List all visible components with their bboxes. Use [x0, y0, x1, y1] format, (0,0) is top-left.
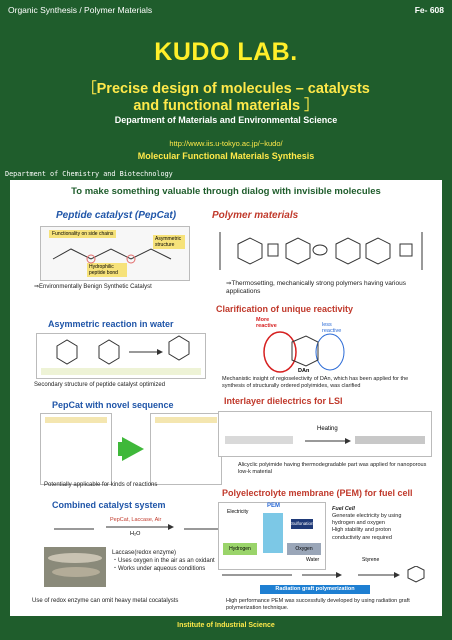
laccase-note-1: Laccase(redox enzyme)	[112, 550, 177, 556]
more-reactive-label: More reactive	[256, 317, 277, 329]
asym-caption: Secondary structure of peptide catalyst optimized	[34, 382, 166, 388]
asym-reaction-scheme	[36, 333, 206, 379]
poster-code: Fe- 608	[414, 5, 444, 15]
pepcat-title: Peptide catalyst (PepCat)	[56, 210, 177, 221]
polymer-structure	[216, 226, 430, 276]
fungus-cap-top	[48, 553, 102, 563]
fungus-cap-bottom	[52, 567, 100, 577]
fuel-cell-notes	[332, 506, 432, 542]
combined-title: Combined catalyst system	[52, 500, 166, 510]
combined-scheme	[34, 515, 224, 545]
fuel-cell-note-3: High stability and proton	[332, 527, 392, 534]
fuel-cell-note-4: conductivity are required	[332, 534, 392, 541]
label-oxygen: Oxygen	[287, 543, 321, 555]
heating-arrow-icon	[303, 436, 353, 446]
green-arrow-shaft	[118, 442, 126, 456]
sequence-label-after	[155, 417, 217, 423]
sub-department: Department of Chemistry and Biotechnology	[5, 170, 173, 178]
top-bar	[0, 0, 452, 20]
fuel-cell-note-1: Generate electricity by using	[332, 513, 402, 520]
content-panel	[10, 180, 442, 616]
combined-reagents: PepCat, Laccase, Air	[110, 517, 162, 523]
pem-membrane	[263, 513, 283, 553]
header	[0, 20, 452, 178]
reactivity-caption: Mechanistic insight of regioselectivity of DAn, which has been applied for the synthesis of structurally ordered polyimides, was clarified	[222, 376, 409, 390]
reactivity-title: Clarification of unique reactivity	[216, 304, 354, 314]
department: Department of Materials and Environmental Science	[114, 115, 338, 125]
footer: Institute of Industrial Science	[177, 622, 275, 629]
heating-label: Heating	[317, 426, 338, 432]
dielectric-title: Interlayer dielectrics for LSI	[224, 396, 343, 406]
label-side-chains: Functionality on side chains	[49, 230, 116, 238]
label-water: Sulfonation	[291, 519, 313, 529]
pem-title: Polyelectrolyte membrane (PEM) for fuel cell	[222, 488, 413, 498]
combined-solvent: H₂O	[130, 531, 141, 537]
dielectric-caption: Alicyclic polyimide having thermodegradable part was applied for nanoporous low-k material	[238, 462, 427, 476]
dielectric-diagram	[218, 411, 432, 457]
label-asymmetric: Asymmetric structure	[153, 235, 185, 249]
polymer-caption: ⇒Thermosetting, mechanically strong polymers having various applications	[226, 280, 406, 296]
fungus-photo	[44, 547, 106, 587]
asym-title: Asymmetric reaction in water	[48, 319, 174, 329]
label-styrene: Water	[306, 557, 320, 563]
dan-molecule	[262, 326, 352, 374]
sequence-label-before	[45, 417, 107, 423]
pepcat-caption: ⇒Environmentally Benign Synthetic Catalyst	[34, 284, 152, 290]
label-hydrogen: Hydrogen	[223, 543, 257, 555]
polymer-title: Polymer materials	[212, 210, 299, 221]
graft-banner: Radiation graft polymerization	[260, 585, 370, 594]
laccase-notes	[112, 550, 222, 573]
label-sulfonation: Styrene	[362, 557, 380, 563]
intro-heading: To make something valuable through dialog with invisible molecules	[71, 186, 381, 197]
nanoporous-film-right	[355, 436, 425, 444]
graft-scheme	[218, 566, 432, 584]
lab-title: KUDO LAB.	[154, 38, 298, 66]
laccase-note-3: ・Works under aqueous conditions	[112, 565, 206, 572]
theme-line-1: ［Precise design of molecules – catalysts	[82, 81, 370, 97]
laccase-note-2: ・Uses oxygen in the air as an oxidant	[112, 557, 215, 564]
pepcat-diagram	[40, 226, 190, 281]
novel-title: PepCat with novel sequence	[52, 400, 174, 410]
dan-label: DAn	[298, 368, 310, 374]
lab-url[interactable]: http://www.iis.u-tokyo.ac.jp/~kudo/	[169, 139, 283, 148]
theme-line-2: and functional materials ］	[133, 98, 319, 114]
combined-caption: Use of redox enzyme can omit heavy metal cocatalysts	[32, 598, 179, 604]
less-reactive-label: less reactive	[322, 322, 342, 334]
fuel-cell-note-2: hydrogen and oxygen	[332, 520, 385, 527]
label-electricity: Electricity	[227, 509, 249, 515]
pem-caption: High performance PEM was successfully developed by using radiation graft polymerization technique.	[226, 598, 410, 612]
label-hydrophilic: Hydrophilic peptide bond	[87, 263, 127, 277]
reaction-scheme-svg	[37, 334, 205, 378]
fuel-cell-heading: Fuel Cell	[332, 506, 355, 512]
novel-caption: Potentially applicable for kinds of reactions	[44, 482, 158, 488]
label-pem: PEM	[267, 503, 281, 509]
polymer-film-left	[225, 436, 293, 444]
peptide-structure	[51, 241, 181, 269]
category-label: Organic Synthesis / Polymer Materials	[8, 5, 153, 15]
group-name: Molecular Functional Materials Synthesis	[137, 151, 315, 161]
sequence-before	[40, 413, 112, 485]
sequence-after	[150, 413, 222, 485]
